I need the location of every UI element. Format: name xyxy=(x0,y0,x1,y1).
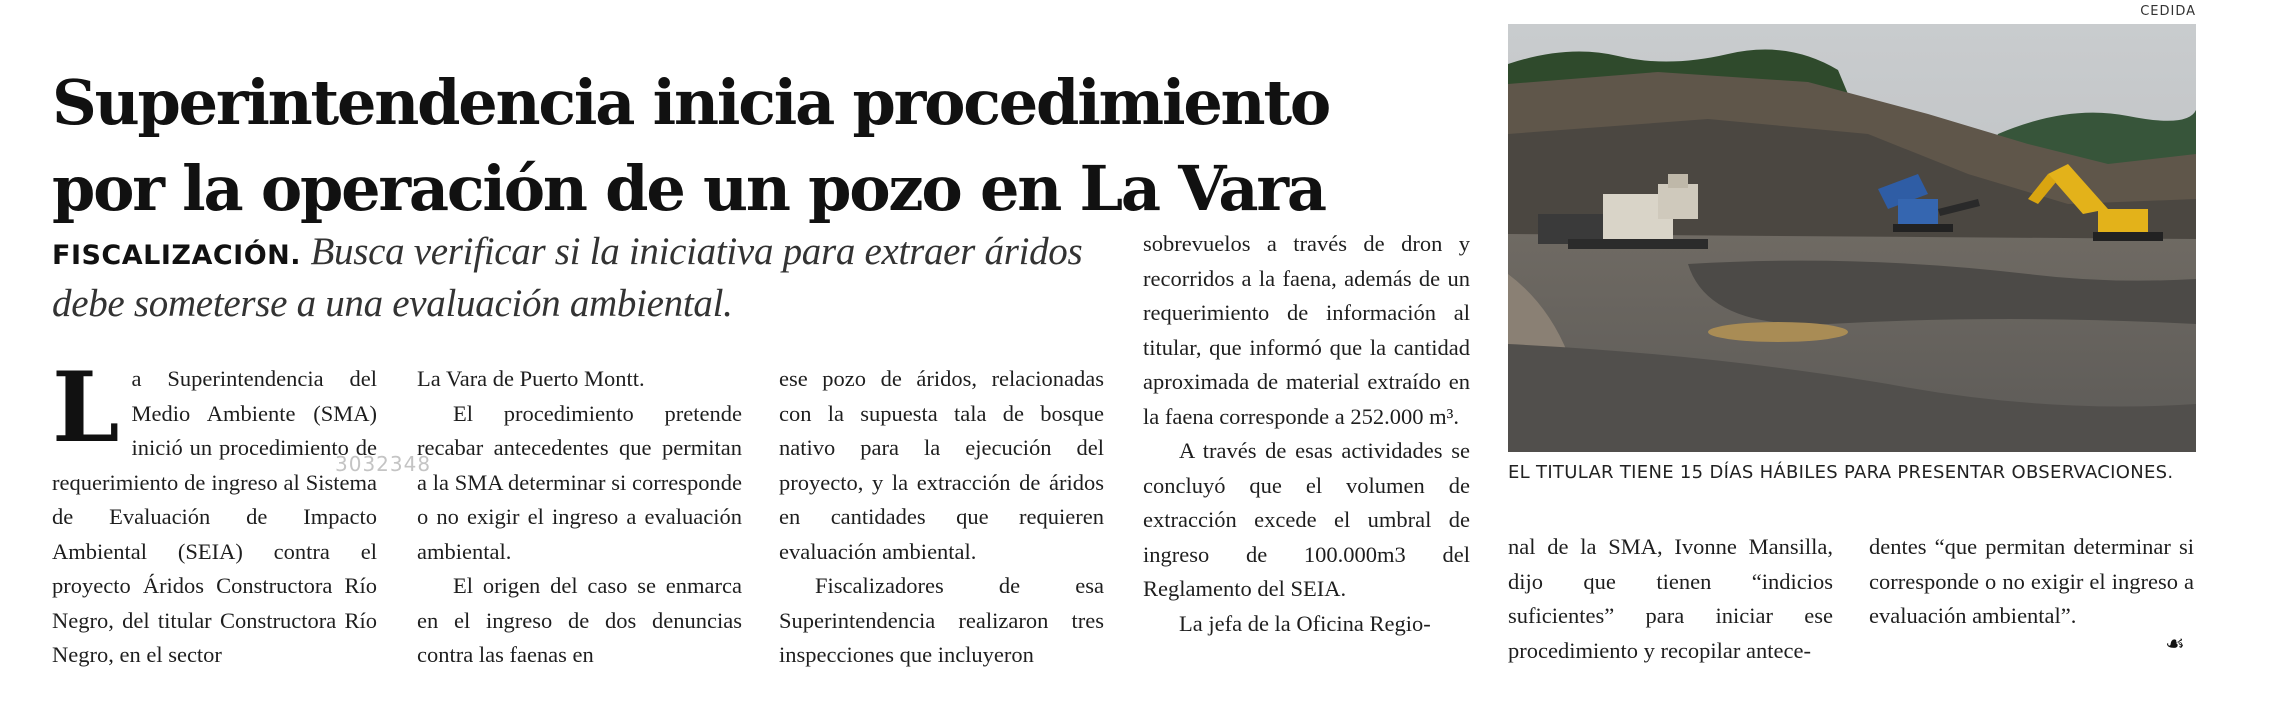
article-column-3 xyxy=(779,362,1104,673)
headline-line-1: Superintendencia inicia procedimiento xyxy=(52,65,1330,139)
paragraph: La Vara de Puerto Montt. xyxy=(417,366,645,391)
end-mark-icon: ☙ xyxy=(2165,632,2185,657)
article-column-1 xyxy=(52,351,377,673)
paragraph: a Superintendencia del Medio Ambiente (SMA) inició un procedimiento de requerimiento de ingreso al Sistema de Evaluación de Impacto Ambiental (SEIA) contra el proyecto Áridos Constructora Río Negro, del titular Constructora Río Negro, en el sector xyxy=(52,366,377,667)
drop-cap: L xyxy=(52,351,120,464)
headline-line-2: por la operación de un pozo en La Vara xyxy=(52,151,1325,225)
photo-credit: CEDIDA xyxy=(2140,4,2196,19)
paragraph: A través de esas actividades se concluyó que el volumen de extracción excede el umbral de ingreso de 100.000m3 del Reglamento del SEIA. xyxy=(1143,438,1470,601)
dek xyxy=(52,228,1112,328)
paragraph: El origen del caso se enmarca en el ingreso de dos denuncias contra las faenas en xyxy=(417,573,742,667)
paragraph: La jefa de la Oficina Regio- xyxy=(1179,610,1431,636)
dek-kicker: FISCALIZACIÓN. xyxy=(52,240,302,271)
paragraph: dentes “que permitan determinar si corresponde o no exigir el ingreso a evaluación ambiental”. xyxy=(1869,534,2194,628)
headline xyxy=(52,60,1472,232)
paragraph: sobrevuelos a través de dron y recorridos a la faena, además de un requerimiento de información al titular, que informó que la cantidad aproximada de material extraído en la faena corresponde a 252.000 m³. xyxy=(1143,231,1470,429)
photo-caption: EL TITULAR TIENE 15 DÍAS HÁBILES PARA PRESENTAR OBSERVACIONES. xyxy=(1508,462,2174,483)
watermark: 3032348 xyxy=(335,452,432,476)
quarry-photo xyxy=(1508,24,2196,452)
paragraph: El procedimiento pretende recabar antecedentes que permitan a la SMA determinar si corresponde o no exigir el ingreso a evaluación ambiental. xyxy=(417,400,742,564)
paragraph: Fiscalizadores de esa Superintendencia realizaron tres inspecciones que incluyeron xyxy=(779,573,1104,667)
dek-text: Busca verificar si la iniciativa para extraer áridos debe someterse a una evaluación ambiental. xyxy=(52,230,1083,325)
article-column-6 xyxy=(1869,530,2194,634)
paragraph: ese pozo de áridos, relacionadas con la supuesta tala de bosque nativo para la ejecución del proyecto, y la extracción de áridos en cantidades que requieren evaluación ambiental. xyxy=(779,366,1104,564)
article-column-5 xyxy=(1508,530,1833,668)
quarry-photo-illustration xyxy=(1508,24,2196,452)
article-column-2 xyxy=(417,362,742,673)
article-column-4 xyxy=(1143,227,1470,641)
paragraph: nal de la SMA, Ivonne Mansilla, dijo que tienen “indicios suficientes” para iniciar ese procedimiento y recopilar antece- xyxy=(1508,534,1833,663)
